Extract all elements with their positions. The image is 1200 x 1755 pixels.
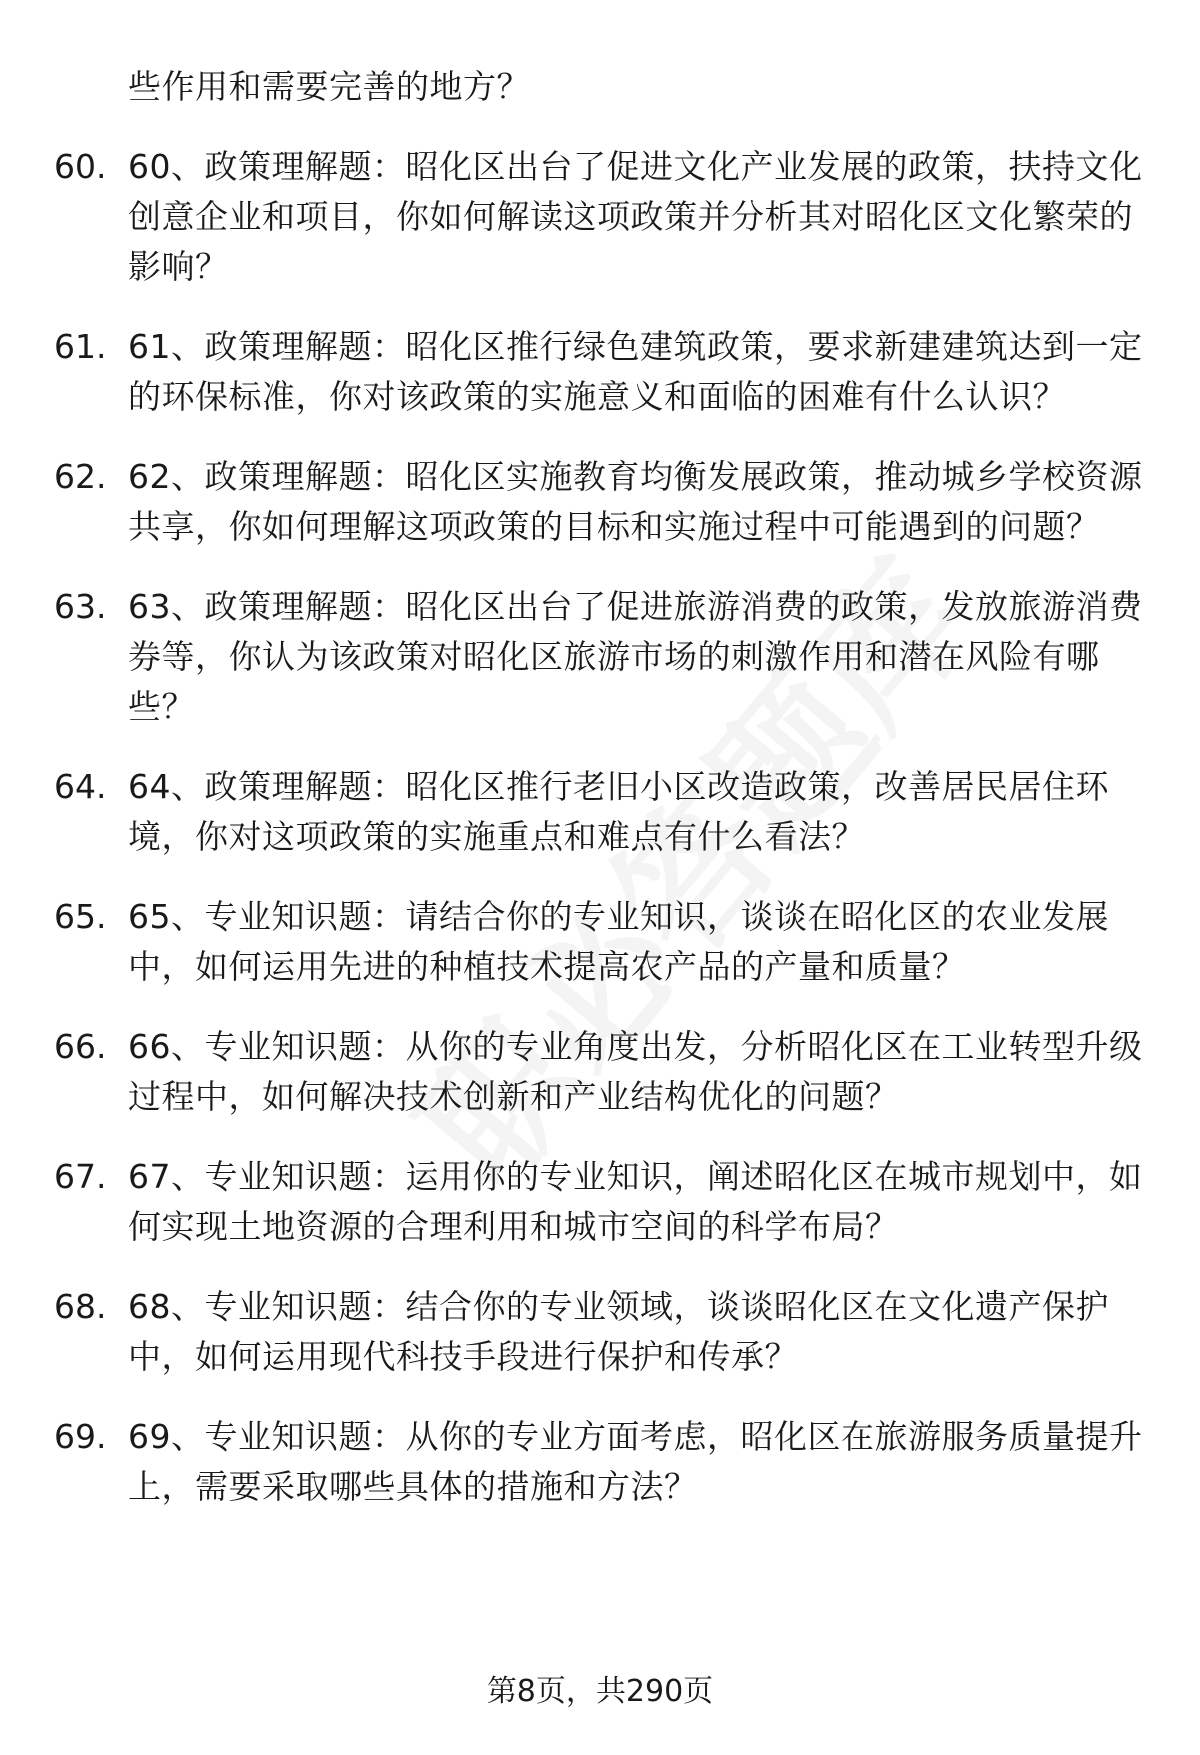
question-text: 61、政策理解题：昭化区推行绿色建筑政策，要求新建建筑达到一定的环保标准，你对该政策的实施意义和面临的困难有什么认识？ [128, 327, 1143, 416]
question-number: 61. [54, 327, 107, 366]
question-number: 62. [54, 457, 107, 496]
question-item [0, 1152, 1200, 1252]
page-footer: 第8页，共290页 [486, 1674, 714, 1709]
question-item [0, 322, 1200, 422]
question-text: 60、政策理解题：昭化区出台了促进文化产业发展的政策，扶持文化创意企业和项目，你如何解读这项政策并分析其对昭化区文化繁荣的影响？ [128, 147, 1143, 286]
question-list [0, 142, 1200, 1542]
question-text: 69、专业知识题：从你的专业方面考虑，昭化区在旅游服务质量提升上，需要采取哪些具体的措施和方法？ [128, 1417, 1143, 1506]
question-text: 63、政策理解题：昭化区出台了促进旅游消费的政策，发放旅游消费券等，你认为该政策对昭化区旅游市场的刺激作用和潜在风险有哪些？ [128, 587, 1143, 726]
question-number: 68. [54, 1287, 107, 1326]
continued-question-text: 些作用和需要完善的地方？ [128, 67, 530, 106]
question-number: 63. [54, 587, 107, 626]
question-item [0, 142, 1200, 292]
question-item [0, 762, 1200, 862]
question-number: 65. [54, 897, 107, 936]
question-number: 60. [54, 147, 107, 186]
question-number: 69. [54, 1417, 107, 1456]
question-number: 64. [54, 767, 107, 806]
question-item [0, 582, 1200, 732]
question-text: 64、政策理解题：昭化区推行老旧小区改造政策，改善居民居住环境，你对这项政策的实施重点和难点有什么看法？ [128, 767, 1109, 856]
question-item [0, 1282, 1200, 1382]
question-number: 67. [54, 1157, 107, 1196]
question-text: 67、专业知识题：运用你的专业知识，阐述昭化区在城市规划中，如何实现土地资源的合理利用和城市空间的科学布局？ [128, 1157, 1143, 1246]
question-text: 62、政策理解题：昭化区实施教育均衡发展政策，推动城乡学校资源共享，你如何理解这项政策的目标和实施过程中可能遇到的问题？ [128, 457, 1143, 546]
question-number: 66. [54, 1027, 107, 1066]
question-text: 66、专业知识题：从你的专业角度出发，分析昭化区在工业转型升级过程中，如何解决技术创新和产业结构优化的问题？ [128, 1027, 1143, 1116]
question-item [0, 1022, 1200, 1122]
question-item [0, 1412, 1200, 1512]
question-item [0, 452, 1200, 552]
question-item [0, 892, 1200, 992]
question-text: 68、专业知识题：结合你的专业领域，谈谈昭化区在文化遗产保护中，如何运用现代科技手段进行保护和传承？ [128, 1287, 1109, 1376]
question-text: 65、专业知识题：请结合你的专业知识，谈谈在昭化区的农业发展中，如何运用先进的种植技术提高农产品的产量和质量？ [128, 897, 1109, 986]
